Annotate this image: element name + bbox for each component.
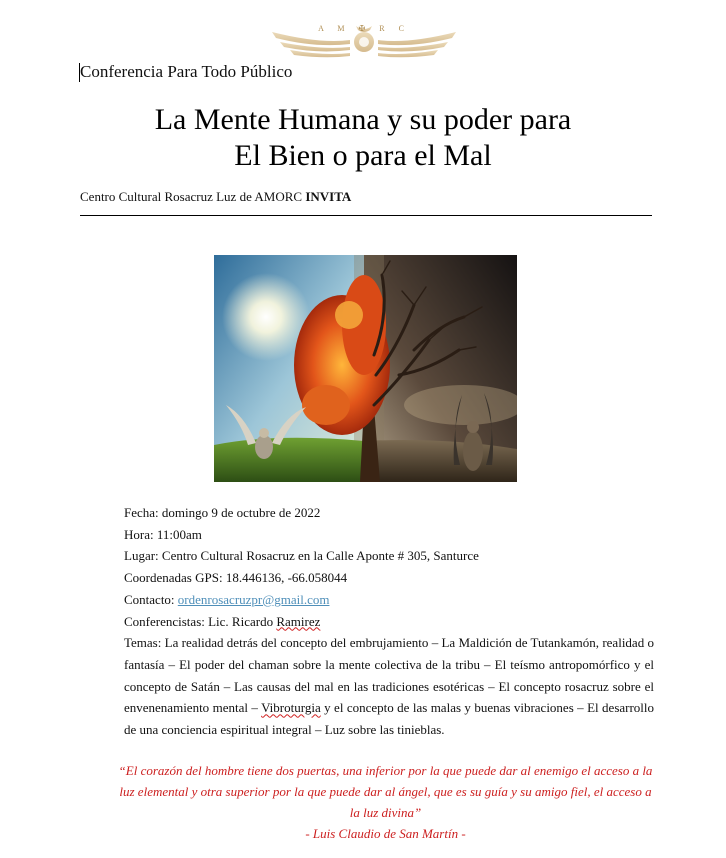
event-gps: Coordenadas GPS: 18.446136, -66.058044 xyxy=(124,570,348,586)
event-speakers xyxy=(124,611,654,633)
quote-text: “El corazón del hombre tiene dos puertas, una inferior por la que puede dar al enemigo el acceso a la luz elemental y otra superior por la que puede dar al ángel, que es su guía y su amigo fiel, el acceso a la luz divina” xyxy=(118,763,653,820)
speaker-name: Ramirez xyxy=(276,613,321,629)
closing-quote xyxy=(118,760,653,844)
topics-text-b: y el concepto de las malas y buenas vibraciones – El desarrollo de una conciencia espiritual integral – Luz sobre las tinieblas. xyxy=(124,700,655,738)
event-topics xyxy=(124,632,654,741)
event-date: Fecha: domingo 9 de octubre de 2022 xyxy=(124,505,321,520)
invite-line xyxy=(80,189,351,205)
quote-author: - Luis Claudio de San Martín - xyxy=(305,826,466,841)
page-title xyxy=(60,102,666,174)
divider xyxy=(80,215,652,216)
event-place: Lugar: Centro Cultural Rosacruz en la Calle Aponte # 305, Santurce xyxy=(124,548,479,564)
title-line-2: El Bien o para el Mal xyxy=(234,139,492,172)
invite-org: Centro Cultural Rosacruz Luz de AMORC xyxy=(80,189,303,204)
event-contact xyxy=(124,589,654,611)
amorc-logo xyxy=(270,18,458,60)
contact-email-link[interactable]: ordenrosacruzpr@gmail.com xyxy=(177,591,330,607)
good-evil-tree-image xyxy=(214,255,517,482)
contact-label: Contacto: xyxy=(124,591,175,607)
speakers-label: Conferencistas: Lic. Ricardo xyxy=(124,613,274,629)
event-time: Hora: 11:00am xyxy=(124,526,202,542)
title-line-1: La Mente Humana y su poder para xyxy=(154,103,572,136)
logo-text: A M ✠ R C xyxy=(318,24,410,33)
topics-spellcheck-word: Vibroturgia xyxy=(261,700,321,716)
event-details xyxy=(124,502,654,741)
invite-action: INVITA xyxy=(305,189,352,204)
topics-text-a: Temas: La realidad detrás del concepto del embrujamiento – La Maldición de Tutankamón, realidad o fantasía – El poder del chaman sobre la mente colectiva de la tribu – El teísmo antropomórfico y el concepto de Satán – Las causas del mal en las tradiciones esotéricas – El concepto rosacruz sobre el envenenamiento mental – xyxy=(124,635,654,716)
event-kicker: Conferencia Para Todo Público xyxy=(80,62,293,81)
